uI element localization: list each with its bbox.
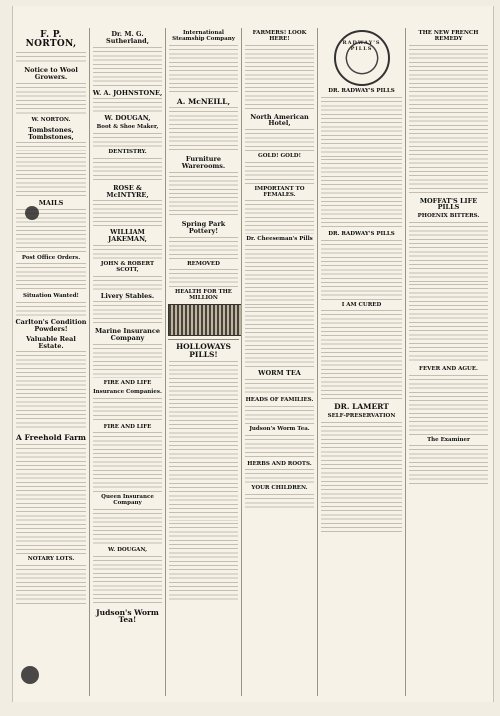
ad-heading: SELF-PRESERVATION xyxy=(327,413,396,420)
body-text-block xyxy=(409,284,488,364)
newspaper-column xyxy=(405,28,491,696)
ad-heading: DR. LAMERT xyxy=(334,402,389,412)
ad-heading: The Examiner xyxy=(427,436,470,443)
body-text-block xyxy=(16,565,86,605)
ink-blot xyxy=(21,666,39,684)
body-text-block xyxy=(321,310,402,400)
body-text-block xyxy=(169,45,238,95)
body-text-block xyxy=(321,240,402,300)
body-text-block xyxy=(93,200,162,226)
ad-heading: Marine Insurance Company xyxy=(94,327,161,343)
body-text-block xyxy=(93,133,162,147)
body-text-block xyxy=(245,307,314,367)
ad-heading: A. McNEILL, xyxy=(176,96,231,106)
ad-heading: W. NORTON. xyxy=(31,117,71,124)
body-text-block xyxy=(245,469,314,483)
body-text-block xyxy=(409,375,488,435)
body-text-block xyxy=(169,269,238,287)
woodcut-illustration xyxy=(168,304,241,336)
body-text-block xyxy=(169,107,238,153)
ad-heading: GOLD! GOLD! xyxy=(258,153,301,160)
body-text-block xyxy=(245,406,314,424)
ad-heading: IMPORTANT TO FEMALES. xyxy=(254,185,305,198)
ad-heading: HOLLOWAYS PILLS! xyxy=(176,341,231,359)
body-text-block xyxy=(169,523,238,603)
body-text-block xyxy=(409,445,488,485)
seal-lettering: RADWAY'S PILLS xyxy=(342,40,381,52)
ad-heading: WILLIAM JAKEMAN, xyxy=(108,228,147,244)
ad-heading: Notice to Wool Growers. xyxy=(24,66,78,82)
body-text-block xyxy=(409,45,488,195)
body-text-block xyxy=(93,276,162,290)
body-text-block xyxy=(93,301,162,325)
ad-heading: DENTISTRY. xyxy=(108,149,147,156)
body-text-block xyxy=(16,153,86,197)
ad-heading: DR. RADWAY'S PILLS xyxy=(328,88,395,94)
body-text-block xyxy=(93,432,162,492)
body-text-block xyxy=(245,162,314,184)
ink-blot xyxy=(25,206,39,220)
ad-heading: NOTARY LOTS. xyxy=(27,556,75,563)
body-text-block xyxy=(245,245,314,305)
newspaper-column xyxy=(165,28,241,696)
ad-heading: REMOVED xyxy=(187,260,220,267)
ad-heading: Judson's Worm Tea. xyxy=(249,425,310,432)
page-header-rule xyxy=(13,6,493,26)
ad-heading: HERBS AND ROOTS. xyxy=(247,460,312,467)
body-text-block xyxy=(245,379,314,395)
body-text-block xyxy=(93,509,162,545)
ad-heading: Dr. Cheeseman's Pills xyxy=(246,236,313,243)
ad-heading: HEADS OF FAMILIES. xyxy=(245,397,314,404)
body-text-block xyxy=(93,158,162,182)
ad-heading: JOHN & ROBERT SCOTT, xyxy=(100,261,155,273)
ad-heading: North American Hotel, xyxy=(250,112,309,128)
ad-heading: Dr. M. G. Sutherland, xyxy=(106,30,149,45)
body-text-block xyxy=(93,344,162,378)
body-text-block xyxy=(169,237,238,259)
ad-heading: YOUR CHILDREN. xyxy=(251,485,308,492)
body-text-block xyxy=(93,98,162,112)
body-text-block xyxy=(169,361,238,521)
newspaper-column xyxy=(241,28,317,696)
body-text-block xyxy=(245,45,314,111)
ad-heading: HEALTH FOR THE MILLION xyxy=(175,289,232,302)
ad-heading: Judson's Worm Tea! xyxy=(96,607,159,625)
newspaper-column xyxy=(13,28,89,696)
body-text-block xyxy=(16,263,86,291)
ad-heading: F. P. NORTON, xyxy=(25,30,77,50)
body-text-block xyxy=(93,556,162,606)
ad-heading: International Steamship Company xyxy=(172,30,235,42)
radway-pills-seal-logo xyxy=(334,30,390,86)
ad-heading: Carlton's Condition Powders! xyxy=(15,318,87,334)
body-text-block xyxy=(245,494,314,508)
ad-heading: DR. RADWAY'S PILLS xyxy=(328,230,395,237)
ad-heading: FEVER AND AGUE. xyxy=(419,365,478,372)
body-text-block xyxy=(16,444,86,554)
ad-heading: Queen Insurance Company xyxy=(101,494,154,507)
column-rule xyxy=(168,339,239,340)
body-text-block xyxy=(93,245,162,259)
ad-heading: Tombstones, Tombstones, xyxy=(28,125,74,141)
ad-heading: Boot & Shoe Maker, xyxy=(96,124,159,131)
ad-heading: Spring Park Pottery! xyxy=(181,220,226,235)
newspaper-page xyxy=(12,6,494,702)
newspaper-column xyxy=(317,28,405,696)
ad-heading: W. DOUGAN, xyxy=(104,114,151,123)
body-text-block xyxy=(321,159,402,229)
ad-heading: W. A. JOHNSTONE, xyxy=(92,88,163,97)
body-text-block xyxy=(245,129,314,151)
ad-heading: PHOENIX BITTERS. xyxy=(417,213,480,220)
ad-heading: A Freehold Farm xyxy=(16,433,86,443)
ad-heading: WORM TEA xyxy=(258,369,301,378)
body-text-block xyxy=(245,435,314,459)
body-text-block xyxy=(93,47,162,87)
ad-heading: FIRE AND LIFE xyxy=(103,380,152,386)
ad-heading: Post Office Orders. xyxy=(21,254,81,261)
ad-heading: I AM CURED xyxy=(341,301,382,308)
ad-heading: W. DOUGAN, xyxy=(107,546,148,553)
body-text-block xyxy=(409,222,488,282)
ad-heading: Situation Wanted! xyxy=(23,293,79,300)
body-text-block xyxy=(169,172,238,218)
body-text-block xyxy=(16,351,86,431)
body-text-block xyxy=(321,422,402,532)
ad-heading: Livery Stables. xyxy=(100,291,155,300)
body-text-block xyxy=(16,83,86,115)
ad-heading: Valuable Real Estate. xyxy=(26,334,76,350)
ad-heading: Insurance Companies. xyxy=(93,388,162,395)
body-text-block xyxy=(16,302,86,316)
ad-heading: MOFFAT'S LIFE PILLS xyxy=(419,196,478,212)
body-text-block xyxy=(93,398,162,422)
ad-heading: MAILS xyxy=(38,198,64,207)
newspaper-column xyxy=(89,28,165,696)
ad-heading: ROSE & McINTYRE, xyxy=(106,183,149,199)
ad-heading: FARMERS! LOOK HERE! xyxy=(252,30,307,42)
ad-heading: FIRE AND LIFE xyxy=(103,423,152,430)
body-text-block xyxy=(16,52,86,65)
ad-heading: Furniture Warerooms. xyxy=(181,155,226,171)
body-text-block xyxy=(321,97,402,157)
body-text-block xyxy=(16,142,86,150)
body-text-block xyxy=(245,200,314,234)
ad-heading: THE NEW FRENCH REMEDY xyxy=(418,30,479,42)
